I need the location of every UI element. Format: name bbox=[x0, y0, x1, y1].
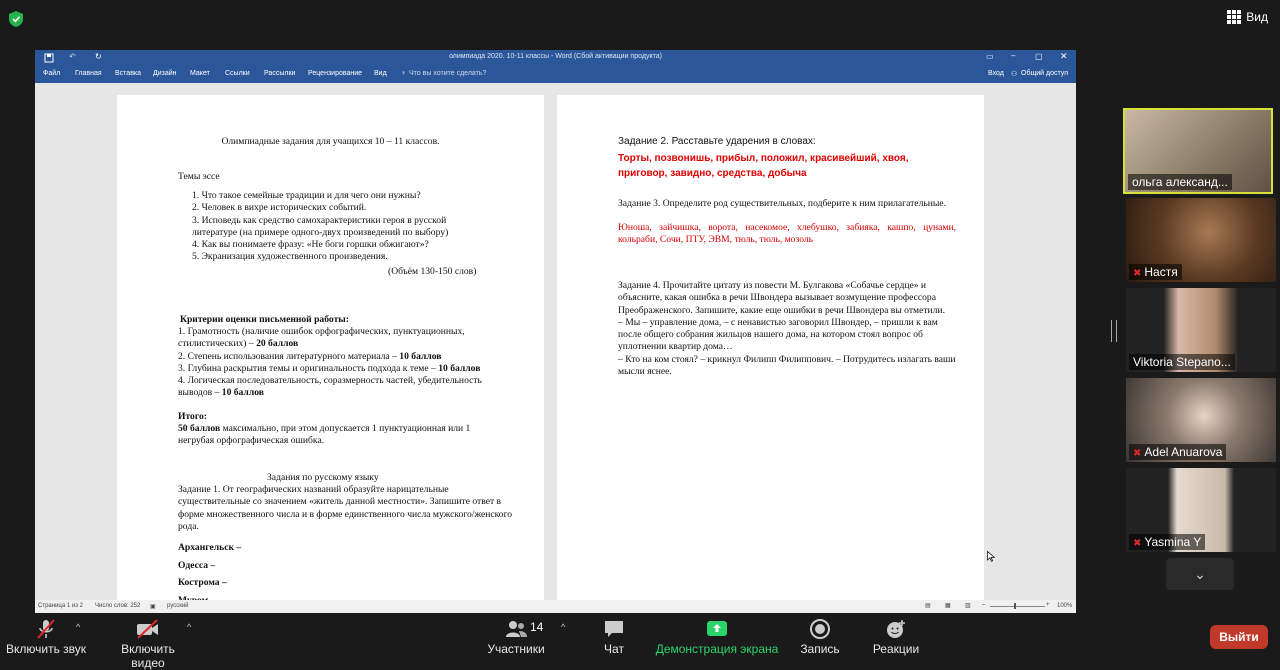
city-item: Кострома – bbox=[178, 577, 227, 588]
participant-tile[interactable] bbox=[1126, 198, 1276, 282]
panel-resize-handle[interactable] bbox=[1111, 320, 1117, 342]
zoom-in-icon[interactable]: + bbox=[1046, 602, 1050, 608]
leave-meeting-button[interactable]: Выйти bbox=[1210, 625, 1268, 649]
share-link[interactable]: Общий доступ bbox=[1021, 70, 1069, 77]
mic-muted-icon: ✖ bbox=[1133, 268, 1142, 279]
essay-item: 5. Экранизация художественного произведения. bbox=[192, 251, 388, 263]
tab-insert[interactable]: Вставка bbox=[115, 70, 142, 77]
share-screen-label: Демонстрация экрана bbox=[655, 642, 779, 656]
word-count[interactable]: Число слов: 252 bbox=[95, 603, 141, 609]
zoom-slider[interactable] bbox=[990, 606, 1045, 607]
page-heading: Олимпиадные задания для учащихся 10 – 11 классов. bbox=[221, 136, 440, 147]
lightbulb-icon: ♀ bbox=[401, 70, 407, 77]
tab-mailings[interactable]: Рассылки bbox=[264, 70, 296, 77]
share-screen-button[interactable] bbox=[655, 618, 779, 656]
grid-view-icon bbox=[1227, 10, 1241, 24]
essay-volume: (Объём 130-150 слов) bbox=[388, 266, 477, 277]
chat-button[interactable] bbox=[596, 618, 632, 656]
shared-screen-word-window bbox=[35, 50, 1076, 613]
record-icon bbox=[809, 618, 831, 640]
essay-title: Темы эссе bbox=[178, 171, 220, 182]
task-4-paragraph: – Мы – управление дома, – с ненавистью заговорил Швондер, – пришли к вам после общего собрания жильцов нашего дома, на котором стоял вопрос об уплотнении квартир дома… bbox=[618, 316, 938, 353]
video-options-caret-icon[interactable]: ^ bbox=[187, 622, 192, 632]
total-title: Итого: bbox=[178, 411, 207, 422]
video-off-icon bbox=[135, 618, 161, 640]
read-mode-icon[interactable]: ▤ bbox=[925, 603, 931, 609]
start-video-button[interactable] bbox=[104, 618, 192, 670]
task-3: Задание 3. Определите род существительных, подберите к ним прилагательные. bbox=[618, 198, 946, 209]
redo-icon[interactable]: ↻ bbox=[95, 52, 102, 61]
web-layout-icon[interactable]: ▥ bbox=[965, 603, 971, 609]
task-2-words: Торты, позвонишь, прибыл, положил, красивейший, хвоя, приговор, завидно, средства, добыча bbox=[618, 153, 909, 179]
essay-list bbox=[192, 190, 472, 264]
total-text: 50 баллов максимально, при этом допускается 1 пунктуационная или 1 негрубая орфографическая ошибка. bbox=[178, 423, 471, 447]
view-button[interactable] bbox=[1227, 10, 1268, 24]
meeting-toolbar bbox=[0, 614, 1280, 670]
share-screen-icon bbox=[705, 618, 729, 640]
participants-label: Участники bbox=[487, 642, 545, 656]
city-list bbox=[178, 539, 241, 605]
view-label: Вид bbox=[1246, 10, 1268, 24]
chat-icon bbox=[603, 618, 625, 640]
task-4-paragraph: – Кто на ком стоял? – крикнул Филипп Филиппович. – Потрудитесь излагать ваши мысли яснее. bbox=[618, 353, 956, 378]
record-button[interactable] bbox=[798, 618, 842, 656]
maximize-icon[interactable]: ▢ bbox=[1035, 52, 1043, 61]
page-count[interactable]: Страница 1 из 2 bbox=[38, 603, 83, 609]
tab-home[interactable]: Главная bbox=[75, 70, 102, 77]
tab-view[interactable]: Вид bbox=[374, 70, 387, 77]
scroll-down-participants-button[interactable] bbox=[1166, 558, 1234, 590]
tab-file[interactable]: Файл bbox=[43, 70, 61, 77]
reactions-label: Реакции bbox=[872, 642, 920, 656]
essay-item: 2. Человек в вихре исторических событий. bbox=[192, 202, 367, 214]
participant-name: ольга александ... bbox=[1128, 174, 1232, 190]
tell-me-box[interactable]: Что вы хотите сделать? bbox=[409, 70, 487, 77]
reactions-icon bbox=[885, 618, 907, 640]
criteria-list bbox=[178, 326, 508, 400]
task-3-words: Юноша, зайчишка, ворота, насекомое, хлебушко, забияка, кашпо, цунами, кольраби, Сочи, ПТУ, ЭВМ, тюль, тюль, мозоль bbox=[618, 222, 956, 246]
criteria-item: 1. Грамотность (наличие ошибок орфографических, пунктуационных, стилистических) – 20 баллов bbox=[178, 326, 465, 350]
participant-name-bar bbox=[1129, 444, 1226, 460]
criteria-item: 4. Логическая последовательность, соразмерность частей, убедительность выводов – 10 баллов bbox=[178, 375, 482, 399]
participants-icon bbox=[504, 618, 528, 640]
city-item: Архангельск – bbox=[178, 542, 242, 553]
language[interactable]: русский bbox=[167, 603, 189, 609]
document-area[interactable] bbox=[35, 83, 1076, 600]
proofing-icon[interactable]: ▣ bbox=[150, 604, 156, 610]
participant-tile-active[interactable] bbox=[1123, 108, 1273, 194]
participant-name: Adel Anuarova bbox=[1144, 445, 1223, 459]
essay-item: 4. Как вы понимаете фразу: «Не боги горшки обжигают»? bbox=[192, 239, 429, 251]
zoom-slider-thumb[interactable] bbox=[1014, 603, 1016, 609]
task-4-paragraph: Задание 4. Прочитайте цитату из повести М. Булгакова «Собачье сердце» и объясните, какая ошибка в речи Швондера вызывает возмущение профессора Преображенского. Запишите, какие еще ошибки в речи Швондера вы отметили. bbox=[618, 280, 946, 316]
tab-references[interactable]: Ссылки bbox=[225, 70, 250, 77]
chevron-down-icon: ⌄ bbox=[1194, 566, 1206, 582]
audio-options-caret-icon[interactable]: ^ bbox=[76, 622, 81, 632]
unmute-label: Включить звук bbox=[5, 642, 87, 656]
sign-in-link[interactable]: Вход bbox=[988, 70, 1004, 77]
mic-muted-icon: ✖ bbox=[1133, 538, 1142, 549]
chat-label: Чат bbox=[604, 642, 624, 656]
zoom-level[interactable]: 100% bbox=[1057, 603, 1073, 609]
tab-review[interactable]: Рецензирование bbox=[308, 70, 363, 77]
criteria-title: Критерии оценки письменной работы: bbox=[180, 314, 349, 325]
mouse-cursor-icon bbox=[987, 551, 995, 562]
mic-muted-icon: ✖ bbox=[1133, 448, 1142, 459]
ribbon-tabs bbox=[35, 67, 1076, 83]
task-4 bbox=[618, 280, 956, 378]
print-layout-icon[interactable]: ▦ bbox=[945, 603, 951, 609]
ribbon-options-icon[interactable]: ▭ bbox=[986, 52, 994, 61]
participants-count: 14 bbox=[530, 620, 544, 634]
participant-tile[interactable] bbox=[1126, 378, 1276, 462]
participant-name: Viktoria Stepano... bbox=[1129, 354, 1235, 370]
word-title-bar bbox=[35, 50, 1076, 67]
tab-layout[interactable]: Макет bbox=[190, 70, 210, 77]
criteria-item: 3. Глубина раскрытия темы и оригинальность подхода к теме – 10 баллов bbox=[178, 362, 481, 374]
participant-tile[interactable] bbox=[1126, 468, 1276, 552]
record-label: Запись bbox=[800, 642, 840, 656]
participant-name-bar bbox=[1129, 534, 1205, 550]
start-video-label: Включить видео bbox=[121, 642, 175, 670]
word-status-bar bbox=[35, 600, 1076, 613]
document-page-2[interactable] bbox=[557, 95, 984, 605]
tab-design[interactable]: Дизайн bbox=[153, 70, 177, 77]
minimize-icon[interactable]: – bbox=[1011, 51, 1016, 60]
zoom-out-icon[interactable]: – bbox=[982, 602, 986, 608]
criteria-item: 2. Степень использования литературного материала – 10 баллов bbox=[178, 350, 442, 362]
close-icon[interactable]: ✕ bbox=[1060, 51, 1068, 61]
mic-off-icon bbox=[35, 618, 57, 640]
participant-name-bar bbox=[1129, 264, 1182, 280]
participant-name: Yasmina Y bbox=[1144, 535, 1202, 549]
participant-name: Настя bbox=[1144, 265, 1178, 279]
undo-icon[interactable]: ↶ bbox=[69, 52, 76, 61]
participant-tile[interactable] bbox=[1126, 288, 1276, 372]
person-icon: ⚇ bbox=[1011, 71, 1018, 78]
russian-tasks-title: Задания по русскому языку bbox=[267, 472, 379, 483]
participants-options-caret-icon[interactable]: ^ bbox=[561, 622, 566, 632]
security-shield-icon[interactable] bbox=[8, 10, 24, 28]
city-item: Одесса – bbox=[178, 559, 216, 571]
task-1: Задание 1. От географических названий образуйте нарицательные существительные со значением «житель данной местности». Запишите ответ в форме множественного числа и в форме единственного числа мужского/женского рода. bbox=[178, 484, 513, 532]
essay-item: 3. Исповедь как средство самохарактеристики героя в русской литературе (на примере одного-двух произведений по выбору) bbox=[192, 214, 449, 238]
essay-item: 1. Что такое семейные традиции и для чего они нужны? bbox=[192, 190, 421, 201]
unmute-button[interactable] bbox=[5, 618, 87, 656]
document-page-1[interactable] bbox=[117, 95, 544, 605]
document-title: олимпиада 2020. 10-11 классы - Word (Сбой активации продукта) bbox=[449, 53, 662, 60]
reactions-button[interactable] bbox=[870, 618, 922, 656]
task-2: Задание 2. Расставьте ударения в словах: bbox=[618, 136, 816, 147]
